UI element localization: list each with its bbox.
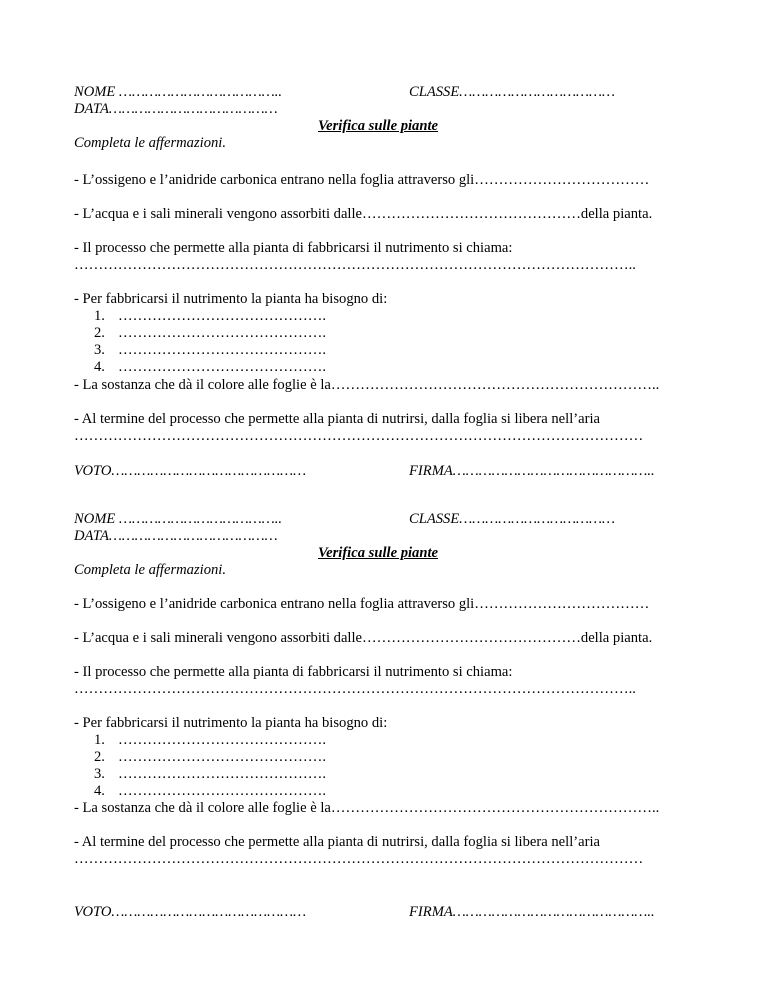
question-3-answer-line: …………………………………………………………………………………………………….. bbox=[74, 681, 636, 697]
question-1: - L’ossigeno e l’anidride carbonica entrano nella foglia attraverso gli……………………………… bbox=[74, 596, 650, 612]
list-answer-line-3: ……………………………………. bbox=[118, 342, 326, 358]
question-3: - Il processo che permette alla pianta di fabbricarsi il nutrimento si chiama: bbox=[74, 664, 513, 680]
list-answer-line-3: ……………………………………. bbox=[118, 766, 326, 782]
list-number-4: 4. bbox=[94, 783, 105, 799]
question-6-answer-line: ……………………………………………………………………………………………………… bbox=[74, 851, 644, 867]
question-6: - Al termine del processo che permette alla pianta di nutrirsi, dalla foglia si libera nell’aria bbox=[74, 411, 600, 427]
classe-field: CLASSE……………………………… bbox=[409, 511, 615, 527]
instruction-text: Completa le affermazioni. bbox=[74, 135, 227, 151]
question-6-answer-line: ……………………………………………………………………………………………………… bbox=[74, 428, 644, 444]
question-6: - Al termine del processo che permette alla pianta di nutrirsi, dalla foglia si libera nell’aria bbox=[74, 834, 600, 850]
voto-field-2: VOTO……………………………………… bbox=[74, 904, 307, 920]
voto-field-1: VOTO……………………………………… bbox=[74, 463, 307, 479]
nome-field: NOME ……………………………….. bbox=[74, 511, 283, 527]
firma-field-2: FIRMA……………………………………….. bbox=[409, 904, 655, 920]
worksheet-1 bbox=[0, 0, 768, 444]
list-number-4: 4. bbox=[94, 359, 105, 375]
list-number-3: 3. bbox=[94, 342, 105, 358]
list-number-3: 3. bbox=[94, 766, 105, 782]
question-1: - L’ossigeno e l’anidride carbonica entrano nella foglia attraverso gli……………………………… bbox=[74, 172, 650, 188]
list-answer-line-1: ……………………………………. bbox=[118, 308, 326, 324]
data-field: DATA………………………………… bbox=[74, 101, 278, 117]
list-number-1: 1. bbox=[94, 308, 105, 324]
instruction-text: Completa le affermazioni. bbox=[74, 562, 227, 578]
list-answer-line-4: ……………………………………. bbox=[118, 359, 326, 375]
question-4: - Per fabbricarsi il nutrimento la pianta ha bisogno di: bbox=[74, 715, 388, 731]
question-2: - L’acqua e i sali minerali vengono assorbiti dalle………………………………………della pianta. bbox=[74, 206, 653, 222]
classe-field: CLASSE……………………………… bbox=[409, 84, 615, 100]
worksheet-title: Verifica sulle piante bbox=[318, 545, 438, 561]
question-4: - Per fabbricarsi il nutrimento la pianta ha bisogno di: bbox=[74, 291, 388, 307]
firma-field-1: FIRMA……………………………………….. bbox=[409, 463, 655, 479]
list-number-2: 2. bbox=[94, 749, 105, 765]
list-number-2: 2. bbox=[94, 325, 105, 341]
list-answer-line-4: ……………………………………. bbox=[118, 783, 326, 799]
data-field: DATA………………………………… bbox=[74, 528, 278, 544]
question-5: - La sostanza che dà il colore alle foglie è la………………………………………………………….. bbox=[74, 377, 660, 393]
question-5: - La sostanza che dà il colore alle foglie è la………………………………………………………….. bbox=[74, 800, 660, 816]
list-answer-line-1: ……………………………………. bbox=[118, 732, 326, 748]
list-answer-line-2: ……………………………………. bbox=[118, 325, 326, 341]
question-3-answer-line: …………………………………………………………………………………………………….. bbox=[74, 257, 636, 273]
worksheet-2 bbox=[0, 428, 768, 868]
question-3: - Il processo che permette alla pianta di fabbricarsi il nutrimento si chiama: bbox=[74, 240, 513, 256]
list-number-1: 1. bbox=[94, 732, 105, 748]
worksheet-title: Verifica sulle piante bbox=[318, 118, 438, 134]
nome-field: NOME ……………………………….. bbox=[74, 84, 283, 100]
question-2: - L’acqua e i sali minerali vengono assorbiti dalle………………………………………della pianta. bbox=[74, 630, 653, 646]
list-answer-line-2: ……………………………………. bbox=[118, 749, 326, 765]
